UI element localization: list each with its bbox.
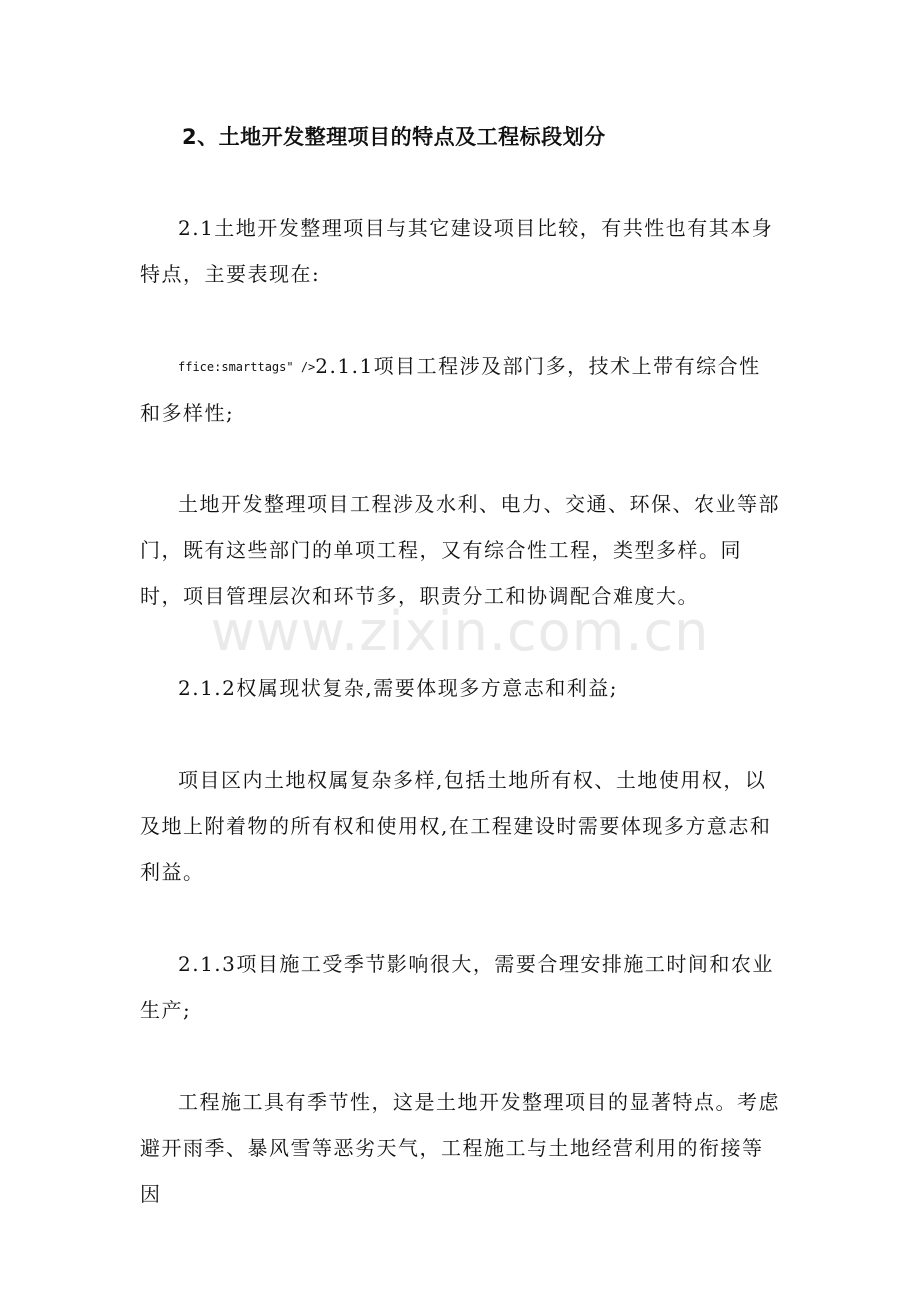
markup-residue-text: ffice:smarttags" />: [178, 360, 316, 374]
paragraph-departments: 土地开发整理项目工程涉及水利、电力、交通、环保、农业等部门，既有这些部门的单项工程，又有综合性工程，类型多样。同时，项目管理层次和环节多，职责分工和协调配合难度大。: [140, 492, 780, 608]
paragraph-2-1-1: [140, 343, 780, 436]
paragraph-2-1: 2.1土地开发整理项目与其它建设项目比较，有共性也有其本身特点，主要表现在:: [140, 216, 774, 286]
section-heading: 2、土地开发整理项目的特点及工程标段划分: [182, 125, 606, 149]
watermark: www.zixin.com.cn: [210, 600, 710, 663]
paragraph-seasonal: 工程施工具有季节性，这是土地开发整理项目的显著特点。考虑避开雨季、暴风雪等恶劣天气，工程施工与土地经营利用的衔接等因: [140, 1090, 780, 1206]
paragraph-2-1-1-text: 2.1.1项目工程涉及部门多，技术上带有综合性和多样性;: [140, 354, 761, 425]
paragraph-2-1-3: 2.1.3项目施工受季节影响很大，需要合理安排施工时间和农业生产;: [140, 952, 774, 1022]
paragraph-land-rights: 项目区内土地权属复杂多样,包括土地所有权、土地使用权，以及地上附着物的所有权和使用权,在工程建设时需要体现多方意志和利益。: [140, 768, 772, 884]
paragraph-2-1-2: 2.1.2权属现状复杂,需要体现多方意志和利益;: [178, 676, 618, 700]
